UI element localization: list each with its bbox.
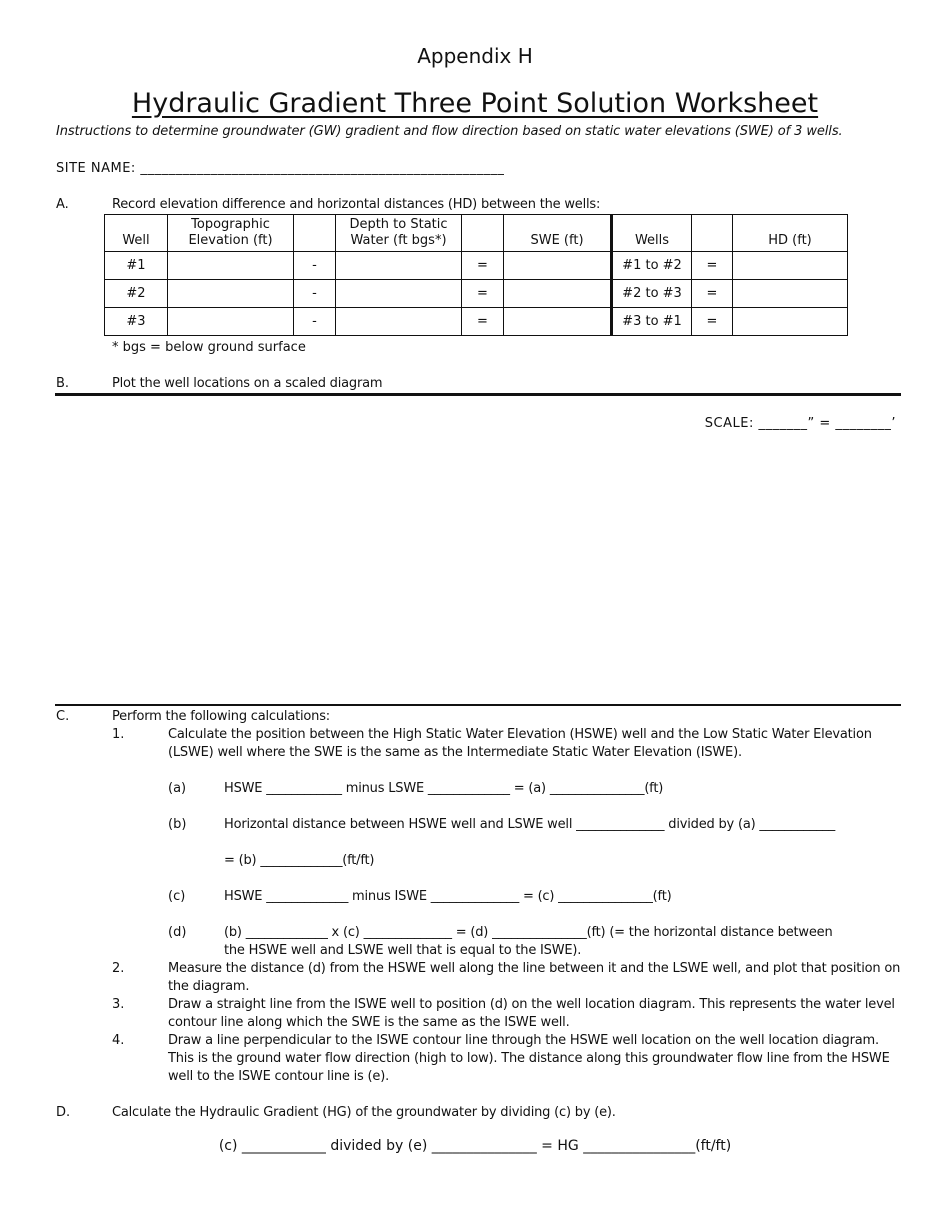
depth-input[interactable] bbox=[336, 280, 462, 308]
well-id-cell: #1 bbox=[105, 252, 168, 280]
swe-input[interactable] bbox=[504, 280, 612, 308]
hydraulic-gradient-formula[interactable]: (c) ____________ divided by (e) _______________ = HG ________________(ft/ft) bbox=[218, 1138, 732, 1154]
plot-area-top-rule bbox=[55, 393, 901, 396]
col-header-equals bbox=[462, 215, 504, 252]
topo-elevation-input[interactable] bbox=[168, 252, 294, 280]
well-location-plot-area[interactable] bbox=[55, 440, 901, 698]
section-a-letter: A. bbox=[56, 197, 69, 212]
col-header-minus bbox=[294, 215, 336, 252]
col-header-depth-to-water: Depth to Static Water (ft bgs*) bbox=[336, 215, 462, 252]
step-d-line-1[interactable]: (b) _____________ x (c) ______________ = (d) _______________(ft) (= the horizontal distance between bbox=[224, 925, 833, 940]
minus-sign: - bbox=[294, 280, 336, 308]
col-header-equals-2 bbox=[692, 215, 733, 252]
item-2-line-1: Measure the distance (d) from the HSWE well along the line between it and the LSWE well, and plot that position on bbox=[168, 961, 901, 976]
well-pair-cell: #1 to #2 bbox=[612, 252, 692, 280]
section-b-text: Plot the well locations on a scaled diagram bbox=[112, 376, 383, 391]
item-4-line-2: This is the ground water flow direction (high to low). The distance along this groundwater flow line from the HSWE bbox=[168, 1051, 890, 1066]
step-b-label: (b) bbox=[168, 817, 187, 832]
item-4-line-1: Draw a line perpendicular to the ISWE contour line through the HSWE well location on the well location diagram. bbox=[168, 1033, 879, 1048]
col-header-hd: HD (ft) bbox=[733, 215, 848, 252]
well-id-cell: #3 bbox=[105, 308, 168, 336]
item-1-number: 1. bbox=[112, 727, 125, 742]
equals-sign: = bbox=[692, 280, 733, 308]
table-header-row bbox=[105, 215, 848, 252]
col-header-wells: Wells bbox=[612, 215, 692, 252]
equals-sign: = bbox=[462, 308, 504, 336]
item-1-line-2: (LSWE) well where the SWE is the same as the Intermediate Static Water Elevation (ISWE). bbox=[168, 745, 742, 760]
step-b-result[interactable]: = (b) _____________(ft/ft) bbox=[224, 853, 375, 868]
depth-input[interactable] bbox=[336, 308, 462, 336]
topo-elevation-input[interactable] bbox=[168, 308, 294, 336]
section-c-intro: Perform the following calculations: bbox=[112, 709, 330, 724]
step-d-label: (d) bbox=[168, 925, 187, 940]
equals-sign: = bbox=[692, 252, 733, 280]
hd-input[interactable] bbox=[733, 308, 848, 336]
bgs-footnote: * bgs = below ground surface bbox=[112, 340, 306, 355]
hd-input[interactable] bbox=[733, 252, 848, 280]
col-header-well: Well bbox=[105, 215, 168, 252]
table-row bbox=[105, 308, 848, 336]
well-pair-cell: #3 to #1 bbox=[612, 308, 692, 336]
hd-input[interactable] bbox=[733, 280, 848, 308]
swe-input[interactable] bbox=[504, 308, 612, 336]
equals-sign: = bbox=[462, 252, 504, 280]
col-header-swe: SWE (ft) bbox=[504, 215, 612, 252]
item-4-line-3: well to the ISWE contour line is (e). bbox=[168, 1069, 390, 1084]
item-1-line-1: Calculate the position between the High Static Water Elevation (HSWE) well and the Low Static Water Elevation bbox=[168, 727, 872, 742]
scale-field[interactable]: SCALE: _______” = ________’ bbox=[704, 416, 896, 431]
instructions-text: Instructions to determine groundwater (GW) gradient and flow direction based on static water elevations (SWE) of 3 wells. bbox=[56, 124, 843, 139]
depth-input[interactable] bbox=[336, 252, 462, 280]
section-b-letter: B. bbox=[56, 376, 70, 391]
plot-area-bottom-rule bbox=[55, 704, 901, 706]
appendix-label: Appendix H bbox=[417, 44, 533, 68]
item-3-line-2: contour line along which the SWE is the same as the ISWE well. bbox=[168, 1015, 570, 1030]
step-b-text[interactable]: Horizontal distance between HSWE well and LSWE well ______________ divided by (a) ____________ bbox=[224, 817, 836, 832]
table-row bbox=[105, 280, 848, 308]
step-c-text[interactable]: HSWE _____________ minus ISWE ______________ = (c) _______________(ft) bbox=[224, 889, 672, 904]
item-4-number: 4. bbox=[112, 1033, 125, 1048]
section-c-letter: C. bbox=[56, 709, 70, 724]
item-2-line-2: the diagram. bbox=[168, 979, 250, 994]
site-name-field[interactable]: SITE NAME: ____________________________________________________ bbox=[56, 161, 505, 176]
item-3-line-1: Draw a straight line from the ISWE well to position (d) on the well location diagram. This represents the water level bbox=[168, 997, 895, 1012]
well-pair-cell: #2 to #3 bbox=[612, 280, 692, 308]
section-d-text: Calculate the Hydraulic Gradient (HG) of the groundwater by dividing (c) by (e). bbox=[112, 1105, 616, 1120]
col-header-topographic-elevation: Topographic Elevation (ft) bbox=[168, 215, 294, 252]
equals-sign: = bbox=[462, 280, 504, 308]
step-a-label: (a) bbox=[168, 781, 187, 796]
minus-sign: - bbox=[294, 252, 336, 280]
topo-elevation-input[interactable] bbox=[168, 280, 294, 308]
swe-input[interactable] bbox=[504, 252, 612, 280]
step-a-text[interactable]: HSWE ____________ minus LSWE _____________ = (a) _______________(ft) bbox=[224, 781, 664, 796]
well-data-table bbox=[104, 214, 848, 336]
minus-sign: - bbox=[294, 308, 336, 336]
well-id-cell: #2 bbox=[105, 280, 168, 308]
step-d-line-2: the HSWE well and LSWE well that is equal to the ISWE). bbox=[224, 943, 582, 958]
item-2-number: 2. bbox=[112, 961, 125, 976]
item-3-number: 3. bbox=[112, 997, 125, 1012]
step-c-label: (c) bbox=[168, 889, 186, 904]
section-d-letter: D. bbox=[56, 1105, 71, 1120]
table-row bbox=[105, 252, 848, 280]
equals-sign: = bbox=[692, 308, 733, 336]
page-title: Hydraulic Gradient Three Point Solution Worksheet bbox=[131, 88, 819, 119]
section-a-text: Record elevation difference and horizontal distances (HD) between the wells: bbox=[112, 197, 601, 212]
